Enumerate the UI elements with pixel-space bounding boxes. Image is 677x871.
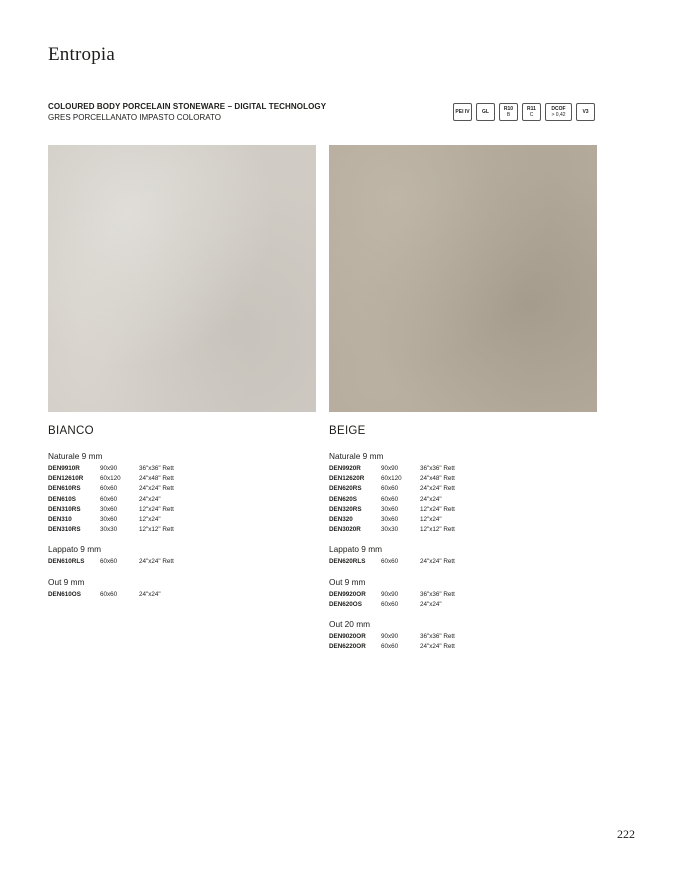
product-inch: 24"x48" Rett xyxy=(139,475,174,483)
product-inch: 36"x36" Rett xyxy=(420,590,455,598)
product-code: DEN9920OR xyxy=(329,590,366,598)
page-title: Entropia xyxy=(48,44,116,65)
product-size: 60x60 xyxy=(381,643,399,651)
badge-pei xyxy=(453,103,472,121)
product-inch: 12"x12" Rett xyxy=(139,526,174,534)
product-row xyxy=(329,525,589,535)
product-row xyxy=(48,557,308,567)
product-size: 30x60 xyxy=(381,516,399,524)
badge-v3 xyxy=(576,103,595,121)
product-inch: 12"x24" Rett xyxy=(420,505,455,513)
product-inch: 12"x24" Rett xyxy=(139,505,174,513)
badge-label: GL xyxy=(482,109,489,115)
product-inch: 24"x24" Rett xyxy=(420,643,455,651)
product-size: 30x30 xyxy=(381,526,399,534)
product-size: 60x120 xyxy=(381,475,402,483)
product-row xyxy=(329,642,589,652)
page-number: 222 xyxy=(617,827,635,841)
product-size: 60x60 xyxy=(100,485,118,493)
product-row xyxy=(329,632,589,642)
badge-sublabel: B xyxy=(506,112,511,118)
product-row xyxy=(48,474,308,484)
finish-section xyxy=(48,577,308,600)
product-size: 60x120 xyxy=(100,475,121,483)
product-code: DEN9920R xyxy=(329,465,361,472)
product-column-beige xyxy=(329,425,589,661)
product-code: DEN310RS xyxy=(48,526,81,534)
product-code: DEN620S xyxy=(329,495,358,503)
product-row xyxy=(48,464,308,474)
product-code: DEN9910R xyxy=(48,465,80,472)
product-size: 30x60 xyxy=(100,505,118,513)
product-row xyxy=(329,464,589,474)
product-inch: 36"x36" Rett xyxy=(420,465,455,472)
finish-title: Out 9 mm xyxy=(48,576,85,587)
product-row xyxy=(48,515,308,525)
product-inch: 12"x24" xyxy=(420,516,442,524)
subtitle-italian: GRES PORCELLANATO IMPASTO COLORATO xyxy=(48,113,221,122)
product-inch: 36"x36" Rett xyxy=(420,633,455,641)
finish-section xyxy=(329,451,589,535)
finish-section xyxy=(329,619,589,652)
product-inch: 24"x24" Rett xyxy=(420,558,455,566)
finish-title: Lappato 9 mm xyxy=(48,544,102,555)
product-size: 60x60 xyxy=(100,495,118,503)
product-size: 60x60 xyxy=(381,485,399,493)
product-code: DEN12620R xyxy=(329,475,365,483)
product-code: DEN9020OR xyxy=(329,633,366,641)
product-row xyxy=(329,515,589,525)
badge-sublabel: C xyxy=(529,112,534,118)
product-row xyxy=(329,495,589,505)
badge-label: DCOF xyxy=(551,106,566,112)
product-code: DEN3020R xyxy=(329,526,361,534)
product-size: 90x90 xyxy=(381,465,399,472)
product-inch: 24"x48" Rett xyxy=(420,475,455,483)
finish-section xyxy=(48,544,308,567)
badge-label: PEI IV xyxy=(455,109,470,115)
finish-section xyxy=(329,577,589,610)
product-inch: 36"x36" Rett xyxy=(139,465,174,472)
product-code: DEN310 xyxy=(48,516,72,524)
product-inch: 24"x24" Rett xyxy=(420,485,455,493)
product-row xyxy=(329,505,589,515)
tile-image-beige xyxy=(329,145,597,412)
product-code: DEN320 xyxy=(329,516,353,524)
finish-section xyxy=(48,451,308,535)
product-inch: 12"x24" xyxy=(139,516,161,524)
product-row xyxy=(48,505,308,515)
product-size: 30x60 xyxy=(100,516,118,524)
product-inch: 12"x12" Rett xyxy=(420,526,455,534)
product-code: DEN610S xyxy=(48,495,77,503)
product-inch: 24"x24" Rett xyxy=(139,485,174,493)
finish-section xyxy=(329,544,589,567)
product-row xyxy=(48,590,308,600)
badge-label: R10 xyxy=(503,106,514,112)
product-size: 60x60 xyxy=(100,590,118,598)
product-inch: 24"x24" xyxy=(139,590,161,598)
product-code: DEN610RS xyxy=(48,485,81,493)
product-code: DEN310RS xyxy=(48,505,81,513)
finish-title: Lappato 9 mm xyxy=(329,544,383,555)
badge-r11 xyxy=(522,103,541,121)
color-name: BEIGE xyxy=(329,425,366,437)
finish-title: Out 20 mm xyxy=(329,619,371,630)
product-row xyxy=(329,484,589,494)
product-code: DEN12610R xyxy=(48,475,84,483)
product-size: 90x90 xyxy=(381,590,399,598)
badge-label: R11 xyxy=(527,106,536,112)
badge-r10 xyxy=(499,103,518,121)
color-name: BIANCO xyxy=(48,425,94,437)
product-size: 60x60 xyxy=(381,558,399,566)
product-code: DEN620RS xyxy=(329,485,362,493)
product-code: DEN620OS xyxy=(329,600,362,608)
tile-image-bianco xyxy=(48,145,316,412)
product-code: DEN620RLS xyxy=(329,558,366,566)
product-column-bianco xyxy=(48,425,308,609)
finish-title: Out 9 mm xyxy=(329,576,366,587)
product-size: 30x60 xyxy=(381,505,399,513)
product-row xyxy=(329,557,589,567)
badge-dcof xyxy=(545,103,572,121)
subtitle-english: COLOURED BODY PORCELAIN STONEWARE – DIGITAL TECHNOLOGY xyxy=(48,102,327,111)
badge-sublabel: > 0,42 xyxy=(551,112,566,118)
product-size: 90x90 xyxy=(100,465,118,472)
product-size: 90x90 xyxy=(381,633,399,641)
badge-gl xyxy=(476,103,495,121)
product-code: DEN610RLS xyxy=(48,558,85,566)
product-inch: 24"x24" xyxy=(420,600,442,608)
product-row xyxy=(48,525,308,535)
product-size: 60x60 xyxy=(381,495,399,503)
product-row xyxy=(48,495,308,505)
finish-title: Naturale 9 mm xyxy=(329,451,384,461)
finish-title: Naturale 9 mm xyxy=(48,451,103,461)
product-row xyxy=(329,474,589,484)
product-size: 60x60 xyxy=(100,558,118,566)
product-row xyxy=(48,484,308,494)
product-code: DEN320RS xyxy=(329,505,362,513)
product-inch: 24"x24" Rett xyxy=(139,558,174,566)
product-row xyxy=(329,590,589,600)
spec-badges xyxy=(453,103,595,121)
product-code: DEN6220OR xyxy=(329,643,366,651)
product-size: 60x60 xyxy=(381,600,399,608)
badge-label: V3 xyxy=(582,109,589,115)
product-row xyxy=(329,600,589,610)
product-size: 30x30 xyxy=(100,526,118,534)
product-inch: 24"x24" xyxy=(420,495,442,503)
product-inch: 24"x24" xyxy=(139,495,161,503)
product-code: DEN610OS xyxy=(48,590,81,598)
